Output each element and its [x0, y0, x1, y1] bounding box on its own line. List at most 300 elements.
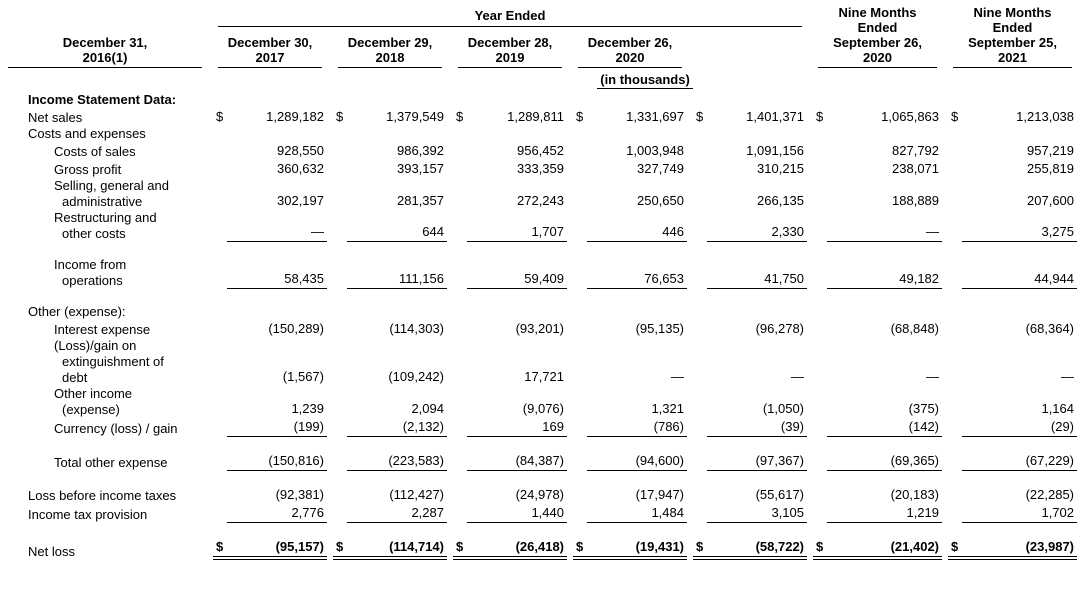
- dollar-sign: $: [216, 109, 224, 124]
- row-label-line: Income Statement Data:: [28, 92, 177, 107]
- value-cell: [810, 160, 945, 178]
- value: (786): [653, 419, 684, 434]
- value: 58,435: [284, 271, 324, 286]
- value: —: [1061, 369, 1075, 384]
- row-label: [0, 304, 210, 320]
- value: 59,409: [524, 271, 564, 286]
- year-column-header: [0, 27, 210, 68]
- value: 1,289,811: [507, 109, 564, 124]
- value-cell: [330, 108, 450, 126]
- value: 1,213,038: [1016, 109, 1075, 124]
- value-cell: [450, 178, 570, 210]
- value: (150,289): [268, 321, 324, 336]
- value: (1,567): [282, 369, 324, 384]
- row-label: [0, 92, 210, 108]
- row-label-line: Other (expense):: [28, 304, 126, 319]
- value-cell: [210, 178, 330, 210]
- row-label: [0, 210, 210, 242]
- row-label: [0, 452, 210, 471]
- value: (22,285): [1025, 487, 1075, 502]
- value-cell: [810, 142, 945, 160]
- row-label: [0, 538, 210, 560]
- value-cell: [450, 486, 570, 504]
- value: (112,427): [389, 487, 444, 502]
- row-label-line: Other income: [54, 386, 133, 401]
- header-line: 2021: [998, 50, 1027, 65]
- value-cell: [570, 538, 690, 560]
- value: (96,278): [755, 321, 805, 336]
- table-row: [0, 126, 1080, 142]
- table-row: [0, 452, 1080, 471]
- value-cell: [690, 142, 810, 160]
- value-cell: [210, 452, 330, 471]
- year-column-header: [330, 27, 450, 68]
- value: 255,819: [1027, 161, 1075, 176]
- row-label-line: Restructuring and: [54, 210, 157, 225]
- header-line: 2020: [615, 50, 645, 65]
- value: 169: [542, 419, 564, 434]
- table-row: [0, 108, 1080, 126]
- value: 1,003,948: [626, 143, 684, 158]
- value-cell: [330, 210, 450, 242]
- dollar-sign: $: [696, 109, 704, 124]
- value: (93,201): [515, 321, 564, 336]
- table-row: [0, 320, 1080, 338]
- nine-months-column-header: [810, 3, 945, 68]
- value-cell: [210, 257, 330, 289]
- value-cell: [570, 418, 690, 437]
- row-label-line: Gross profit: [54, 162, 122, 177]
- value: 1,331,697: [626, 109, 684, 124]
- value-cell: [690, 386, 810, 418]
- value-cell: [210, 320, 330, 338]
- value-cell: [450, 386, 570, 418]
- value-cell: [570, 178, 690, 210]
- value: 111,156: [398, 271, 444, 286]
- value-cell: [450, 418, 570, 437]
- value: —: [926, 224, 940, 239]
- row-label: [0, 386, 210, 418]
- value: 281,357: [397, 193, 444, 208]
- value-cell: [690, 160, 810, 178]
- value: —: [671, 369, 684, 384]
- value-cell: [945, 210, 1080, 242]
- header-line: Nine Months: [838, 5, 917, 20]
- value-cell: [945, 142, 1080, 160]
- dollar-sign: $: [576, 109, 584, 124]
- header-line: December 30,: [227, 35, 313, 50]
- value-cell: [450, 210, 570, 242]
- dollar-sign: $: [951, 109, 959, 124]
- value: (142): [908, 419, 940, 434]
- table-row: [0, 386, 1080, 418]
- value-cell: [450, 108, 570, 126]
- value: (26,418): [515, 539, 564, 554]
- value-cell: [945, 418, 1080, 437]
- value-cell: [330, 452, 450, 471]
- document-page: [0, 3, 1080, 607]
- row-label-line: Costs of sales: [54, 144, 136, 159]
- row-label-line: Total other expense: [54, 455, 168, 470]
- value: 49,182: [899, 271, 940, 286]
- value-cell: [570, 160, 690, 178]
- table-row: [0, 142, 1080, 160]
- value: (84,387): [515, 453, 564, 468]
- empty-values-cell: [210, 304, 1080, 320]
- value: 986,392: [397, 143, 444, 158]
- empty-values-cell: [210, 126, 1080, 142]
- row-label: [0, 160, 210, 178]
- value: (94,600): [635, 453, 684, 468]
- value-cell: [330, 486, 450, 504]
- value-cell: [690, 257, 810, 289]
- value: 1,440: [531, 505, 564, 520]
- table-row: [0, 338, 1080, 386]
- value-cell: [570, 486, 690, 504]
- value-cell: [330, 178, 450, 210]
- value: 76,653: [644, 271, 684, 286]
- value-cell: [810, 338, 945, 386]
- value-cell: [945, 178, 1080, 210]
- value: (9,076): [522, 401, 564, 416]
- row-label-line: Net loss: [28, 544, 75, 559]
- value-cell: [570, 504, 690, 523]
- value: (95,157): [275, 539, 324, 554]
- value: 1,401,371: [746, 109, 805, 124]
- value: (19,431): [635, 539, 684, 554]
- spacer-row: [0, 437, 1080, 452]
- value-cell: [945, 320, 1080, 338]
- value-cell: [570, 320, 690, 338]
- year-ended-cell: [210, 3, 810, 27]
- year-column-header: [450, 27, 570, 68]
- value: 2,776: [291, 505, 324, 520]
- row-label-line: Net sales: [28, 110, 83, 125]
- value-cell: [330, 160, 450, 178]
- value: 3,105: [771, 505, 805, 520]
- value: (67,229): [1025, 453, 1075, 468]
- value: 644: [422, 224, 444, 239]
- value: (58,722): [755, 539, 805, 554]
- value-cell: [330, 257, 450, 289]
- dollar-sign: $: [816, 539, 824, 554]
- header-line: Ended: [992, 20, 1033, 35]
- value: 207,600: [1027, 193, 1075, 208]
- row-label-line: Income tax provision: [28, 507, 148, 522]
- value-cell: [945, 108, 1080, 126]
- value-cell: [690, 108, 810, 126]
- row-label: [0, 178, 210, 210]
- value: 2,287: [411, 505, 444, 520]
- value-cell: [570, 142, 690, 160]
- table-row: [0, 257, 1080, 289]
- value-cell: [570, 338, 690, 386]
- value: 1,239: [291, 401, 324, 416]
- row-label-line: Loss before income taxes: [28, 488, 177, 503]
- value-cell: [810, 418, 945, 437]
- value: 1,091,156: [746, 143, 805, 158]
- value-cell: [690, 504, 810, 523]
- value: —: [926, 369, 940, 384]
- value-cell: [810, 257, 945, 289]
- value-cell: [210, 108, 330, 126]
- value: 1,164: [1041, 401, 1075, 416]
- header-line: December 26,: [587, 35, 673, 50]
- value: (29): [1050, 419, 1075, 434]
- value-cell: [945, 486, 1080, 504]
- value-cell: [570, 386, 690, 418]
- value: 827,792: [892, 143, 940, 158]
- value-cell: [810, 210, 945, 242]
- value: (223,583): [388, 453, 444, 468]
- table-row: [0, 486, 1080, 504]
- value: 393,157: [397, 161, 444, 176]
- value-cell: [210, 386, 330, 418]
- value: 2,330: [771, 224, 805, 239]
- value: (23,987): [1025, 539, 1075, 554]
- value: (114,303): [389, 321, 444, 336]
- value: —: [791, 369, 805, 384]
- value: 272,243: [517, 193, 564, 208]
- spacer-row: [0, 242, 1080, 257]
- value: 1,707: [531, 224, 564, 239]
- value: (109,242): [388, 369, 444, 384]
- value: 928,550: [277, 143, 324, 158]
- value-cell: [330, 538, 450, 560]
- value: (68,848): [890, 321, 940, 336]
- year-column-header: [210, 27, 330, 68]
- row-label-line: debt: [62, 370, 88, 385]
- header-line: 2016(1): [82, 50, 128, 65]
- spacer-row: [0, 471, 1080, 486]
- value-cell: [450, 160, 570, 178]
- value-cell: [450, 504, 570, 523]
- value-cell: [810, 320, 945, 338]
- row-label: [0, 142, 210, 160]
- value: (39): [780, 419, 805, 434]
- value: 1,065,863: [881, 109, 940, 124]
- value-cell: [810, 486, 945, 504]
- value: 957,219: [1027, 143, 1075, 158]
- value-cell: [945, 386, 1080, 418]
- value: (2,132): [402, 419, 444, 434]
- value-cell: [810, 538, 945, 560]
- header-line: December 29,: [347, 35, 433, 50]
- dollar-sign: $: [336, 109, 344, 124]
- value: (21,402): [890, 539, 940, 554]
- value: 446: [662, 224, 684, 239]
- value-cell: [810, 504, 945, 523]
- value-cell: [945, 452, 1080, 471]
- value-cell: [690, 418, 810, 437]
- value-cell: [810, 178, 945, 210]
- value: (24,978): [515, 487, 564, 502]
- value-cell: [945, 338, 1080, 386]
- header-line: 2019: [495, 50, 525, 65]
- header-line: December 31,: [62, 35, 148, 50]
- value-cell: [210, 142, 330, 160]
- value-cell: [570, 452, 690, 471]
- value-cell: [450, 452, 570, 471]
- row-label-line: (Loss)/gain on: [54, 338, 137, 353]
- value: (95,135): [635, 321, 684, 336]
- value-cell: [570, 257, 690, 289]
- spacer-row: [0, 523, 1080, 538]
- value: 266,135: [757, 193, 805, 208]
- header-spacer-cell: [0, 3, 210, 27]
- value-cell: [945, 257, 1080, 289]
- dollar-sign: $: [576, 539, 584, 554]
- value-cell: [330, 386, 450, 418]
- year-ended-label: Year Ended: [218, 7, 802, 27]
- spacer-row: [0, 289, 1080, 304]
- dollar-sign: $: [336, 539, 344, 554]
- table-row: [0, 418, 1080, 437]
- row-label-line: Interest expense: [54, 322, 151, 337]
- row-label: [0, 126, 210, 142]
- value: 44,944: [1034, 271, 1075, 286]
- row-label: [0, 486, 210, 504]
- row-label-line: operations: [62, 273, 123, 288]
- dollar-sign: $: [696, 539, 704, 554]
- value: 1,484: [651, 505, 684, 520]
- value: (1,050): [762, 401, 805, 416]
- value-cell: [690, 178, 810, 210]
- value-cell: [690, 538, 810, 560]
- table-row: [0, 178, 1080, 210]
- in-thousands-label: (in thousands): [597, 72, 693, 89]
- dollar-sign: $: [456, 109, 464, 124]
- row-label-line: Selling, general and: [54, 178, 169, 193]
- year-column-header: [570, 27, 690, 68]
- value: 1,321: [651, 401, 684, 416]
- value-cell: [810, 386, 945, 418]
- dollar-sign: $: [456, 539, 464, 554]
- value-cell: [945, 538, 1080, 560]
- value: (150,816): [268, 453, 324, 468]
- value-cell: [690, 320, 810, 338]
- dollar-sign: $: [816, 109, 824, 124]
- value-cell: [450, 338, 570, 386]
- header-line: September 26,: [833, 35, 922, 50]
- value: 17,721: [524, 369, 564, 384]
- value: (97,367): [755, 453, 805, 468]
- value-cell: [330, 504, 450, 523]
- value: 1,379,549: [386, 109, 444, 124]
- units-row: [0, 68, 1080, 92]
- value: 333,359: [517, 161, 564, 176]
- value-cell: [690, 452, 810, 471]
- value: 238,071: [892, 161, 940, 176]
- row-label-line: administrative: [62, 194, 143, 209]
- table-row: [0, 304, 1080, 320]
- row-label: [0, 257, 210, 289]
- value: 1,219: [906, 505, 940, 520]
- header-line: Nine Months: [973, 5, 1052, 20]
- row-label: [0, 320, 210, 338]
- value: 327,749: [637, 161, 684, 176]
- value-cell: [330, 320, 450, 338]
- dollar-sign: $: [216, 539, 224, 554]
- value-cell: [690, 486, 810, 504]
- value: 360,632: [277, 161, 324, 176]
- value: (92,381): [275, 487, 324, 502]
- header-line: Ended: [857, 20, 898, 35]
- value-cell: [330, 418, 450, 437]
- value: 41,750: [764, 271, 805, 286]
- value: (69,365): [890, 453, 940, 468]
- dollar-sign: $: [951, 539, 959, 554]
- value: 302,197: [277, 193, 324, 208]
- row-label-line: Currency (loss) / gain: [54, 421, 178, 436]
- value-cell: [330, 142, 450, 160]
- row-label: [0, 418, 210, 437]
- value-cell: [570, 108, 690, 126]
- income-statement-table: [0, 3, 1080, 560]
- value: 2,094: [411, 401, 444, 416]
- value-cell: [450, 538, 570, 560]
- value-cell: [450, 257, 570, 289]
- table-row: [0, 210, 1080, 242]
- value-cell: [810, 108, 945, 126]
- header-row-top: [0, 3, 1080, 27]
- row-label: [0, 108, 210, 126]
- table-row: [0, 160, 1080, 178]
- value-cell: [945, 504, 1080, 523]
- value-cell: [810, 452, 945, 471]
- value: (20,183): [890, 487, 940, 502]
- header-line: 2020: [863, 50, 892, 65]
- row-label-line: other costs: [62, 226, 126, 241]
- header-line: December 28,: [467, 35, 553, 50]
- value-cell: [690, 210, 810, 242]
- row-label: [0, 338, 210, 386]
- value-cell: [450, 142, 570, 160]
- header-line: 2017: [255, 50, 285, 65]
- value-cell: [210, 160, 330, 178]
- value: (55,617): [755, 487, 805, 502]
- table-row: [0, 538, 1080, 560]
- table-row: [0, 92, 1080, 108]
- value-cell: [210, 504, 330, 523]
- value: 250,650: [637, 193, 684, 208]
- value: 188,889: [892, 193, 940, 208]
- value-cell: [210, 418, 330, 437]
- value-cell: [330, 338, 450, 386]
- value: 1,289,182: [266, 109, 324, 124]
- row-label-line: Costs and expenses: [28, 126, 146, 141]
- row-label-line: Income from: [54, 257, 127, 272]
- empty-values-cell: [210, 92, 1080, 108]
- value: (68,364): [1025, 321, 1075, 336]
- value-cell: [690, 338, 810, 386]
- value: (114,714): [389, 539, 444, 554]
- value: 3,275: [1041, 224, 1075, 239]
- value: (17,947): [635, 487, 684, 502]
- value-cell: [210, 338, 330, 386]
- header-line: 2018: [375, 50, 405, 65]
- value: 956,452: [517, 143, 564, 158]
- value: 310,215: [757, 161, 805, 176]
- value-cell: [945, 160, 1080, 178]
- value: —: [311, 224, 324, 239]
- value-cell: [450, 320, 570, 338]
- row-label-line: (expense): [62, 402, 120, 417]
- value-cell: [570, 210, 690, 242]
- nine-months-column-header: [945, 3, 1080, 68]
- value-cell: [210, 210, 330, 242]
- header-line: September 25,: [968, 35, 1057, 50]
